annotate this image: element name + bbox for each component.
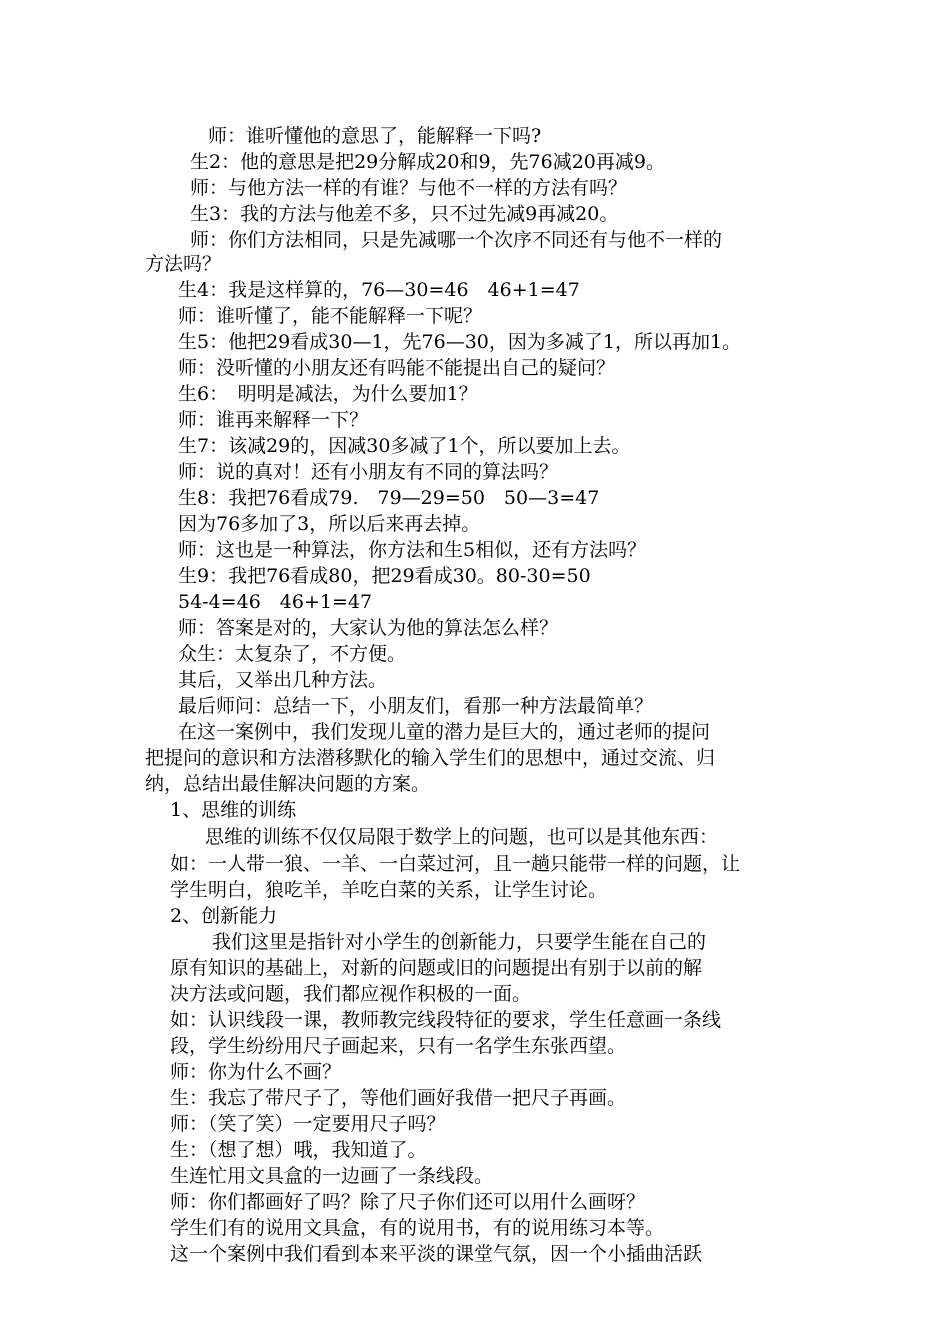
text-line: 学生们有的说用文具盒，有的说用书，有的说用练习本等。: [170, 1217, 665, 1239]
text-line: 生：我忘了带尺子了，等他们画好我借一把尺子再画。: [170, 1087, 627, 1109]
text-line: 原有知识的基础上，对新的问题或旧的问题提出有别于以前的解: [170, 957, 703, 979]
text-line: 段，学生纷纷用尺子画起来，只有一名学生东张西望。: [170, 1035, 627, 1057]
text-line: 生2：他的意思是把29分解成20和9，先76减20再减9。: [190, 151, 665, 173]
text-line: 师：答案是对的，大家认为他的算法怎么样？: [178, 617, 559, 639]
text-line: 生4：我是这样算的，76—30=46 46+1=47: [178, 279, 580, 301]
text-line: 生8：我把76看成79. 79—29=50 50—3=47: [178, 487, 600, 509]
text-line: 方法吗？: [145, 253, 222, 275]
text-line: 师：你为什么不画？: [170, 1061, 342, 1083]
text-line: 在这一案例中，我们发现儿童的潜力是巨大的，通过老师的提问: [178, 721, 711, 743]
text-line: 生9：我把76看成80，把29看成30。80-30=50: [178, 565, 591, 587]
text-line: 如：一人带一狼、一羊、一白菜过河，且一趟只能带一样的问题，让: [170, 853, 741, 875]
text-line: 师：谁听懂了，能不能解释一下呢？: [178, 305, 483, 327]
text-line: 众生：太复杂了，不方便。: [178, 643, 407, 665]
text-line: 如：认识线段一课，教师教完线段特征的要求，学生任意画一条线: [170, 1009, 722, 1031]
text-line: 因为76多加了3，所以后来再去掉。: [178, 513, 481, 535]
text-line: 其后，又举出几种方法。: [178, 669, 388, 691]
text-line: 最后师问：总结一下，小朋友们，看那一种方法最简单？: [178, 695, 654, 717]
text-line: 思维的训练不仅仅局限于数学上的问题，也可以是其他东西：: [205, 826, 719, 848]
text-line: 生5：他把29看成30—1，先76—30，因为多减了1，所以再加1。: [178, 331, 742, 353]
text-line: 把提问的意识和方法潜移默化的输入学生们的思想中，通过交流、归: [145, 747, 716, 769]
text-line: 师：你们都画好了吗？除了尺子你们还可以用什么画呀？: [170, 1191, 646, 1213]
text-line: 师：你们方法相同，只是先减哪一个次序不同还有与他不一样的: [190, 229, 723, 251]
text-line: 生7：该减29的，因减30多减了1个，所以要加上去。: [178, 435, 631, 457]
text-line: 师：与他方法一样的有谁？与他不一样的方法有吗？: [190, 177, 628, 199]
text-line: 师：这也是一种算法，你方法和生5相似，还有方法吗？: [178, 539, 647, 561]
text-line: 54-4=46 46+1=47: [178, 591, 373, 613]
text-line: 纳，总结出最佳解决问题的方案。: [145, 773, 431, 795]
text-line: 生6： 明明是减法，为什么要加1？: [178, 383, 478, 405]
text-line: 师：说的真对！还有小朋友有不同的算法吗？: [178, 461, 559, 483]
text-line: 生：（想了想）哦，我知道了。: [170, 1139, 427, 1161]
text-line: 这一个案例中我们看到本来平淡的课堂气氛，因一个小插曲活跃: [170, 1243, 703, 1265]
section-heading: 2、创新能力: [170, 905, 278, 927]
text-line: 师：谁听懂他的意思了，能解释一下吗?: [208, 125, 542, 147]
text-line: 我们这里是指针对小学生的创新能力，只要学生能在自己的: [212, 931, 707, 953]
text-line: 生3：我的方法与他差不多，只不过先减9再减20。: [190, 203, 619, 225]
text-line: 学生明白，狼吃羊，羊吃白菜的关系，让学生讨论。: [170, 879, 608, 901]
section-heading: 1、思维的训练: [170, 799, 297, 821]
text-line: 决方法或问题，我们都应视作积极的一面。: [170, 983, 532, 1005]
text-line: 师：没听懂的小朋友还有吗能不能提出自己的疑问？: [178, 357, 616, 379]
text-line: 生连忙用文具盒的一边画了一条线段。: [170, 1165, 494, 1187]
text-line: 师：谁再来解释一下？: [178, 409, 369, 431]
text-line: 师：（笑了笑）一定要用尺子吗？: [170, 1113, 446, 1135]
